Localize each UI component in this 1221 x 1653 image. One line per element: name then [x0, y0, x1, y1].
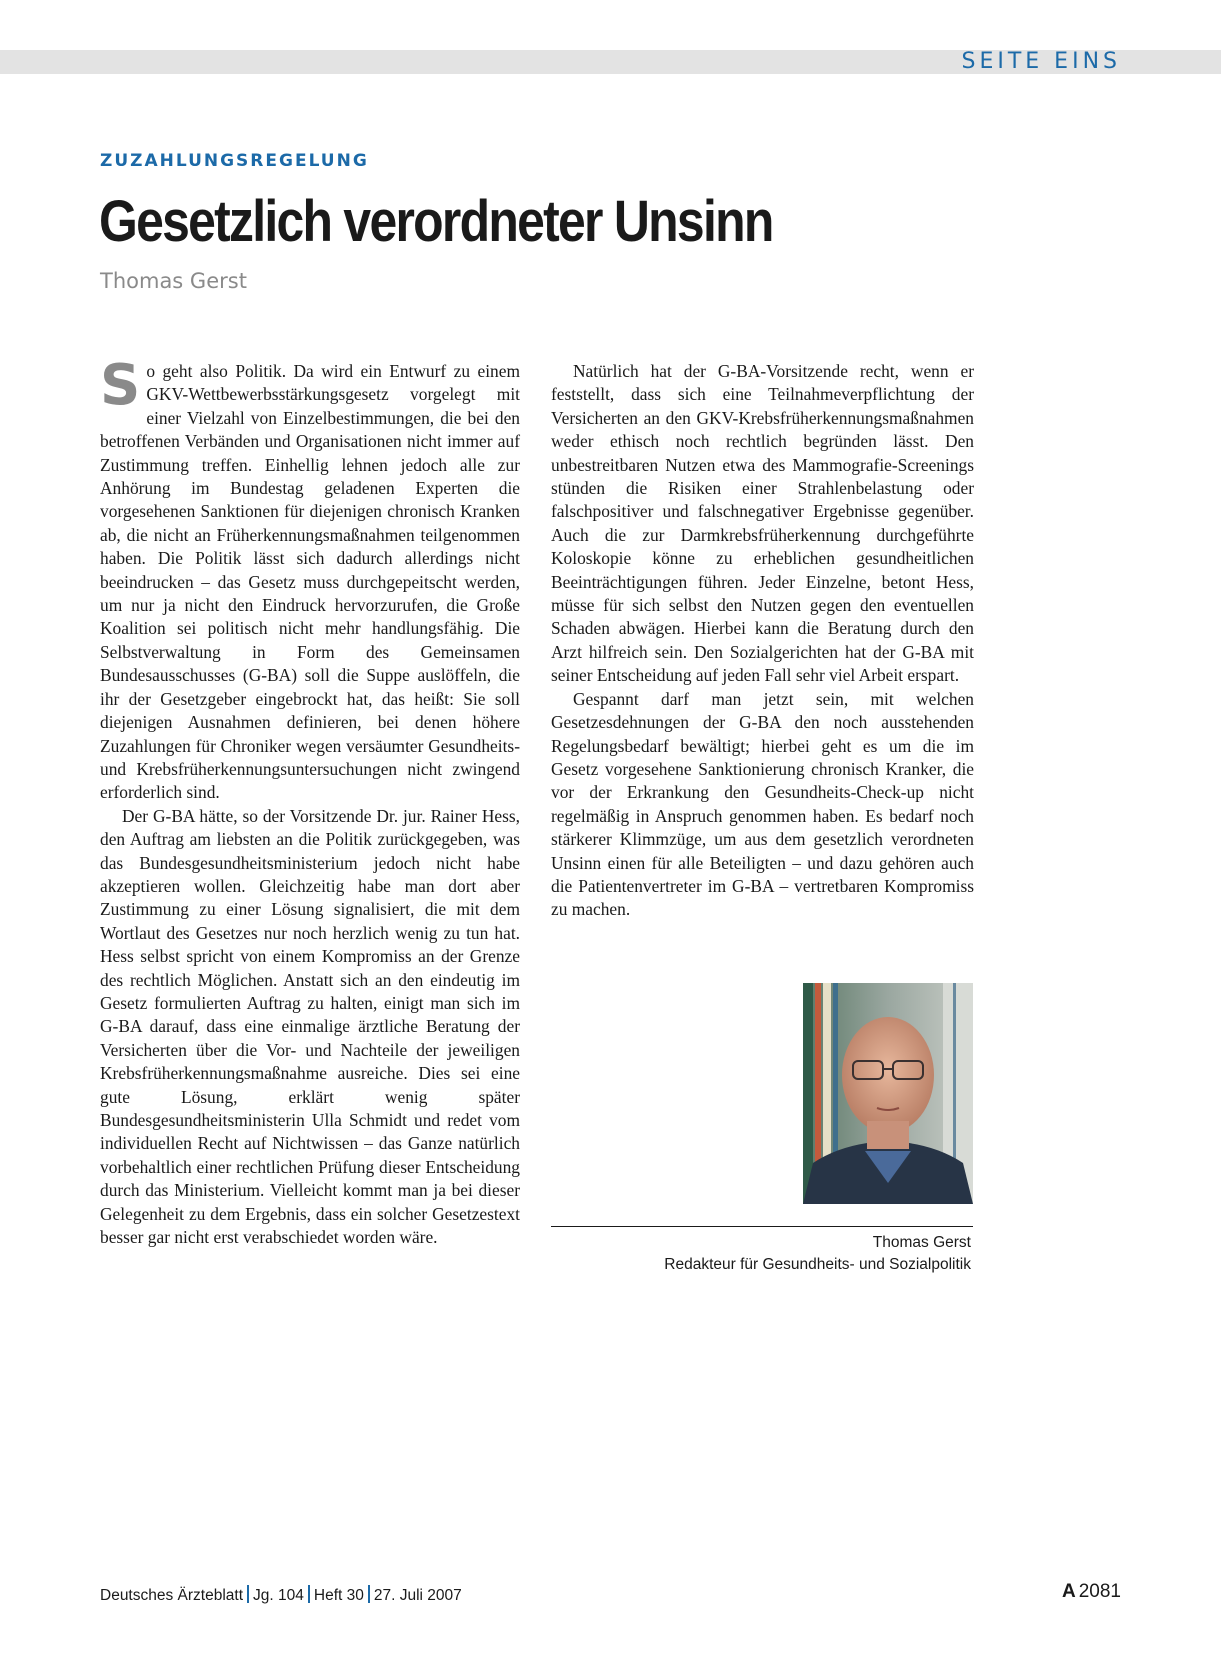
paragraph: Der G-BA hätte, so der Vorsitzende Dr. jur. Rainer Hess, den Auftrag am liebsten an die Politik zurückgegeben, was das Bundesgesundheitsministerium jedoch nicht habe akzeptieren wollen. Gleichzeitig habe man dort aber Zustimmung zu einer Lösung signalisiert, die mit dem Wortlaut des Gesetzes nur noch herzlich wenig zu tun hat. Hess selbst spricht von einem Kompromiss an der Grenze des rechtlich Möglichen. Anstatt sich an den eindeutig im Gesetz formulierten Auftrag zu halten, einigt man sich im G-BA darauf, dass eine einmalige ärztliche Beratung der Versicherten über die Vor- und Nachteile der jeweiligen Krebsfrüherkennungsmaßnahme ausreiche. Dies sei eine gute Lösung, erklärt wenig später Bundesgesundheitsministerin Ulla Schmidt und redet vom individuellen Recht auf Nichtwissen – das Ganze natürlich vorbehaltlich einer rechtlichen Prüfung dieser Entscheidung durch das Ministerium. Vielleicht kommt man ja bei dieser Gelegenheit zu dem Ergebnis, dass ein solcher Gesetzestext besser gar nicht erst verabschiedet worden wäre. — [100, 805, 520, 1248]
footer-separator — [308, 1585, 310, 1603]
paragraph — [100, 353, 520, 805]
article-column-left — [100, 353, 520, 1249]
author-portrait-image — [803, 983, 973, 1204]
caption-name: Thomas Gerst — [872, 1234, 971, 1251]
page-number-value: 2081 — [1078, 1581, 1121, 1602]
photo-caption — [664, 1232, 971, 1276]
paragraph: Natürlich hat der G-BA-Vorsitzende recht, wenn er feststellt, dass sich eine Teilnahmeverpflichtung der Versicherten an den GKV-Krebsfrüherkennungsmaßnahmen weder ethisch noch rechtlich begründen lässt. Den unbestreitbaren Nutzen etwa des Mammografie-Screenings stünden die Risiken einer Strahlenbelastung oder falschpositiver und falschnegativer Ergebnisse gegenüber. Auch die zur Darmkrebsfrüherkennung durchgeführte Koloskopie könne zu erheblichen gesundheitlichen Beeinträchtigungen führen. Jeder Einzelne, betont Hess, müsse für sich selbst den Nutzen gegen den eventuellen Schaden abwägen. Hierbei kann die Beratung durch den Arzt hilfreich sein. Den Sozialgerichten hat der G-BA mit seiner Entscheidung auf jeden Fall sehr viel Arbeit erspart. — [551, 361, 974, 686]
footer-separator — [368, 1585, 370, 1603]
footer-volume: Jg. 104 — [253, 1587, 304, 1604]
section-label: SEITE EINS — [961, 49, 1121, 74]
paragraph: Gespannt darf man jetzt sein, mit welchen Gesetzesdehnungen der G-BA den noch ausstehenden Regelungsbedarf bewältigt; hierbei geht es um die im Gesetz vorgesehene Sanktionierung chronisch Kranker, die vor der Erkrankung den Gesundheits-Check-up nicht regelmäßig in Anspruch genommen haben. Es bedarf noch stärkerer Klimmzüge, um aus dem gesetzlich verordneten Unsinn einen für alle Beteiligten – und dazu gehören auch die Patientenvertreter im G-BA – vertretbaren Kompromiss zu machen. — [551, 688, 974, 920]
drop-cap: S — [100, 353, 141, 418]
caption-rule — [551, 1226, 973, 1227]
footer-issue: Heft 30 — [313, 1587, 364, 1604]
footer-date: 27. Juli 2007 — [373, 1587, 462, 1604]
page-footer — [100, 1585, 462, 1605]
author-photo — [803, 983, 973, 1204]
page-prefix: A — [1061, 1581, 1076, 1602]
article-author: Thomas Gerst — [100, 269, 247, 293]
page-number — [1062, 1581, 1121, 1603]
footer-journal: Deutsches Ärzteblatt — [100, 1587, 244, 1604]
footer-separator — [247, 1585, 249, 1603]
paragraph-text: o geht also Politik. Da wird ein Entwurf zu einem GKV-Wettbewerbsstärkungsgesetz vorgelegt mit einer Vielzahl von Einzelbestimmungen, die bei den betroffenen Verbänden und Organisationen nicht immer auf Zustimmung treffen. Einhellig lehnen jedoch alle zur Anhörung im Bundestag geladenen Experten die vorgesehenen Sanktionen für diejenigen chronisch Kranken ab, die nicht an Früherkennungsmaßnahmen teilgenommen haben. Die Politik lässt sich dadurch allerdings nicht beeindrucken – das Gesetz muss durchgepeitscht werden, um nur ja nicht den Eindruck hervorzurufen, die Große Koalition sei politisch nicht mehr handlungsfähig. Die Selbstverwaltung in Form des Gemeinsamen Bundesausschusses (G-BA) soll die Suppe auslöffeln, die ihr der Gesetzgeber eingebrockt hat, das heißt: Sie soll diejenigen Ausnahmen definieren, bei denen höhere Zuzahlungen für Chroniker wegen versäumter Gesundheits- und Krebsfrüherkennungsuntersuchungen nicht zwingend erforderlich sind. — [100, 361, 520, 803]
article-column-right — [551, 360, 974, 922]
article-kicker: ZUZAHLUNGSREGELUNG — [100, 151, 369, 171]
article-title: Gesetzlich verordneter Unsinn — [99, 189, 773, 254]
caption-role: Redakteur für Gesundheits- und Sozialpolitik — [664, 1256, 971, 1273]
